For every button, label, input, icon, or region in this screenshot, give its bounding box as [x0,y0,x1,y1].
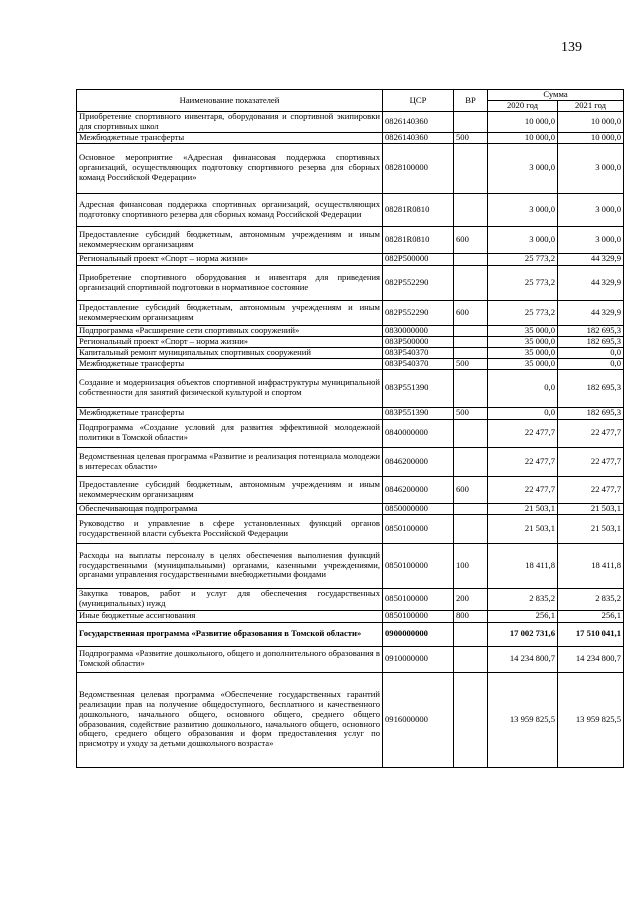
row-csr: 0826140360 [383,132,454,143]
row-vr: 500 [454,358,488,369]
row-name: Капитальный ремонт муниципальных спортивных сооружений [77,347,383,358]
row-name: Подпрограмма «Создание условий для развития эффективной молодежной политики в Томской области» [77,419,383,447]
table-row [77,476,624,503]
table-row [77,503,624,514]
row-vr [454,447,488,476]
row-sum-2021: 21 503,1 [558,514,624,543]
row-csr: 082P500000 [383,253,454,265]
table-row [77,112,624,133]
row-sum-2021: 0,0 [558,358,624,369]
row-vr: 100 [454,543,488,588]
row-vr: 600 [454,476,488,503]
row-name: Адресная финансовая поддержка спортивных организаций, осуществляющих подготовку спортивного резерва для сборных команд Российской Федерации [77,193,383,226]
row-vr: 800 [454,610,488,622]
row-vr [454,347,488,358]
table-row [77,672,624,767]
row-sum-2020: 3 000,0 [488,226,558,253]
row-csr: 0850000000 [383,503,454,514]
table-row [77,588,624,610]
row-vr: 600 [454,226,488,253]
row-vr: 500 [454,407,488,419]
table-row [77,514,624,543]
row-name: Подпрограмма «Развитие дошкольного, общего и дополнительного образования в Томской области» [77,646,383,672]
header-sum: Сумма [488,90,624,101]
row-name: Обеспечивающая подпрограмма [77,503,383,514]
page-number: 139 [561,40,582,55]
row-vr [454,622,488,646]
row-sum-2020: 35 000,0 [488,358,558,369]
row-csr: 08281R0810 [383,193,454,226]
table-row [77,358,624,369]
row-name: Закупка товаров, работ и услуг для обеспечения государственных (муниципальных) нужд [77,588,383,610]
row-csr: 082P552290 [383,265,454,300]
table-row [77,265,624,300]
row-vr [454,646,488,672]
row-sum-2021: 22 477,7 [558,476,624,503]
row-sum-2021: 22 477,7 [558,447,624,476]
row-name: Ведомственная целевая программа «Обеспечение государственных гарантий реализации прав на получение общедоступного, бесплатного и качественного дошкольного, начального общего, основного общего, среднего общего образования, содействие развитию дошкольного, начального общего, основного общего, среднего общего образования и форм предоставления услуг по присмотру и уходу за детьми дошкольного возраста» [77,672,383,767]
row-sum-2021: 44 329,9 [558,253,624,265]
row-vr: 500 [454,132,488,143]
table-row [77,369,624,407]
row-name: Государственная программа «Развитие образования в Томской области» [77,622,383,646]
row-sum-2020: 3 000,0 [488,193,558,226]
row-name: Межбюджетные трансферты [77,358,383,369]
row-csr: 0900000000 [383,622,454,646]
row-sum-2020: 35 000,0 [488,336,558,347]
row-sum-2021: 44 329,9 [558,300,624,325]
row-sum-2020: 35 000,0 [488,347,558,358]
row-vr [454,253,488,265]
table-row [77,622,624,646]
row-sum-2021: 17 510 041,1 [558,622,624,646]
row-sum-2020: 3 000,0 [488,143,558,193]
row-vr: 600 [454,300,488,325]
row-vr [454,112,488,133]
row-csr: 083P540370 [383,358,454,369]
row-sum-2021: 10 000,0 [558,132,624,143]
row-vr [454,672,488,767]
table-row [77,447,624,476]
row-sum-2021: 18 411,8 [558,543,624,588]
table-row [77,300,624,325]
row-sum-2020: 21 503,1 [488,514,558,543]
table-row [77,336,624,347]
row-name: Региональный проект «Спорт – норма жизни» [77,336,383,347]
row-name: Ведомственная целевая программа «Развитие и реализация потенциала молодежи в интересах области» [77,447,383,476]
header-csr: ЦСР [383,90,454,112]
row-sum-2021: 44 329,9 [558,265,624,300]
row-csr: 0850100000 [383,514,454,543]
row-csr: 082P552290 [383,300,454,325]
table-body [77,112,624,768]
row-name: Предоставление субсидий бюджетным, автономным учреждениям и иным некоммерческим организациям [77,300,383,325]
row-sum-2020: 22 477,7 [488,419,558,447]
row-sum-2020: 18 411,8 [488,543,558,588]
table-row [77,543,624,588]
row-vr [454,193,488,226]
table-row [77,226,624,253]
row-csr: 0910000000 [383,646,454,672]
row-sum-2021: 182 695,3 [558,407,624,419]
row-csr: 08281R0810 [383,226,454,253]
row-name: Расходы на выплаты персоналу в целях обеспечения выполнения функций государственными (муниципальными) органами, казенными учреждениями, органами управления государственными внебюджетными фондами [77,543,383,588]
row-vr: 200 [454,588,488,610]
row-sum-2020: 25 773,2 [488,300,558,325]
row-sum-2020: 14 234 800,7 [488,646,558,672]
row-sum-2020: 0,0 [488,407,558,419]
row-sum-2021: 14 234 800,7 [558,646,624,672]
row-name: Межбюджетные трансферты [77,132,383,143]
row-csr: 0850100000 [383,588,454,610]
row-csr: 083P500000 [383,336,454,347]
table-row [77,610,624,622]
row-csr: 0850100000 [383,610,454,622]
row-vr [454,325,488,336]
row-name: Основное мероприятие «Адресная финансовая поддержка спортивных организаций, осуществляющих подготовку спортивного резерва для сборных команд Российской Федерации» [77,143,383,193]
table-row [77,419,624,447]
row-sum-2020: 25 773,2 [488,265,558,300]
row-sum-2020: 25 773,2 [488,253,558,265]
row-sum-2021: 256,1 [558,610,624,622]
row-vr [454,503,488,514]
header-name: Наименование показателей [77,90,383,112]
table-row [77,407,624,419]
row-sum-2020: 21 503,1 [488,503,558,514]
row-vr [454,336,488,347]
row-name: Предоставление субсидий бюджетным, автономным учреждениям и иным некоммерческим организациям [77,476,383,503]
row-sum-2021: 13 959 825,5 [558,672,624,767]
row-sum-2020: 256,1 [488,610,558,622]
row-name: Создание и модернизация объектов спортивной инфраструктуры муниципальной собственности для занятий физической культурой и спортом [77,369,383,407]
row-name: Приобретение спортивного оборудования и инвентаря для приведения организаций спортивной подготовки в нормативное состояние [77,265,383,300]
row-name: Приобретение спортивного инвентаря, оборудования и спортивной экипировки для спортивных школ [77,112,383,133]
row-sum-2020: 22 477,7 [488,476,558,503]
row-sum-2020: 2 835,2 [488,588,558,610]
row-csr: 0916000000 [383,672,454,767]
row-sum-2021: 0,0 [558,347,624,358]
header-2021: 2021 год [558,101,624,112]
row-name: Иные бюджетные ассигнования [77,610,383,622]
table-row [77,193,624,226]
table-row [77,325,624,336]
row-csr: 0846200000 [383,476,454,503]
row-sum-2020: 22 477,7 [488,447,558,476]
row-sum-2021: 2 835,2 [558,588,624,610]
row-csr: 0850100000 [383,543,454,588]
table-row [77,646,624,672]
row-sum-2021: 10 000,0 [558,112,624,133]
table-row [77,143,624,193]
header-vr: ВР [454,90,488,112]
row-vr [454,369,488,407]
row-sum-2021: 182 695,3 [558,369,624,407]
row-sum-2020: 0,0 [488,369,558,407]
table-row [77,347,624,358]
row-csr: 083P551390 [383,369,454,407]
row-vr [454,265,488,300]
row-vr [454,143,488,193]
row-sum-2020: 35 000,0 [488,325,558,336]
row-csr: 0826140360 [383,112,454,133]
row-name: Региональный проект «Спорт – норма жизни» [77,253,383,265]
row-vr [454,514,488,543]
row-sum-2021: 21 503,1 [558,503,624,514]
row-csr: 0828100000 [383,143,454,193]
row-sum-2020: 13 959 825,5 [488,672,558,767]
table-row [77,132,624,143]
row-csr: 0840000000 [383,419,454,447]
row-sum-2021: 3 000,0 [558,143,624,193]
row-sum-2021: 22 477,7 [558,419,624,447]
row-csr: 083P551390 [383,407,454,419]
row-csr: 0846200000 [383,447,454,476]
row-name: Предоставление субсидий бюджетным, автономным учреждениям и иным некоммерческим организациям [77,226,383,253]
row-name: Подпрограмма «Расширение сети спортивных сооружений» [77,325,383,336]
row-name: Межбюджетные трансферты [77,407,383,419]
row-sum-2021: 3 000,0 [558,226,624,253]
row-csr: 0830000000 [383,325,454,336]
row-vr [454,419,488,447]
row-sum-2020: 10 000,0 [488,132,558,143]
budget-table [76,89,624,768]
row-sum-2021: 3 000,0 [558,193,624,226]
row-sum-2021: 182 695,3 [558,336,624,347]
header-2020: 2020 год [488,101,558,112]
row-sum-2020: 10 000,0 [488,112,558,133]
table-row [77,253,624,265]
row-sum-2020: 17 002 731,6 [488,622,558,646]
row-name: Руководство и управление в сфере установленных функций органов государственной власти субъекта Российской Федерации [77,514,383,543]
row-csr: 083P540370 [383,347,454,358]
row-sum-2021: 182 695,3 [558,325,624,336]
